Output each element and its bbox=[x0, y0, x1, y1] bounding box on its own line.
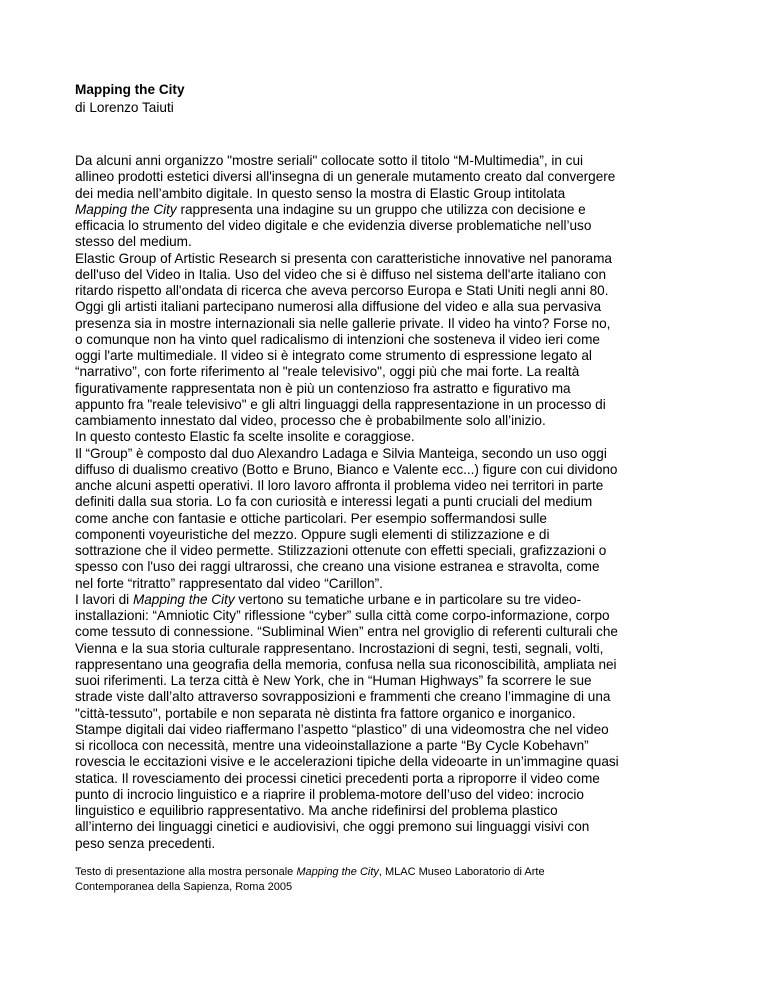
text-segment: strade viste dall’alto attraverso sovrapposizioni e frammenti che creano l’immagine di una bbox=[75, 689, 611, 705]
text-segment: statica. Il rovesciamento dei processi cinetici precedenti porta a riproporre il video come bbox=[75, 770, 600, 786]
body-line bbox=[75, 478, 715, 494]
text-segment: si ricolloca con necessità, mentre una videoinstallazione a parte “By Cycle Kobehavn” bbox=[75, 738, 589, 753]
document-author: di Lorenzo Taiuti bbox=[75, 100, 174, 115]
body-line bbox=[75, 316, 715, 332]
text-segment: definiti dalla sua storia. Lo fa con curiosità e interessi legati a punti cruciali del medium bbox=[75, 494, 593, 510]
text-segment: rappresentano una geografia della memoria, confusa nella sua riconoscibilità, ampliata nei bbox=[75, 656, 617, 672]
text-segment: rovescia le eccitazioni visive e le accelerazioni tipiche della videoarte in un’immagine quasi bbox=[75, 754, 619, 770]
italic-title-text: Mapping the City bbox=[132, 591, 235, 607]
text-segment: I lavori di bbox=[75, 591, 133, 607]
document-title: Mapping the City bbox=[75, 82, 185, 97]
body-line bbox=[75, 608, 715, 624]
text-segment: "città-tessuto", portabile e non separata nè distinta fra fattore organico e inorganico. bbox=[75, 705, 576, 721]
body-line bbox=[75, 787, 715, 803]
text-segment: dell'uso del Video in Italia. Uso del video che si è diffuso nel sistema dell'arte italiano con bbox=[75, 266, 606, 282]
text-segment: all’interno dei linguaggi cinetici e audiovisivi, che oggi premono sui linguaggi visivi con bbox=[75, 819, 590, 835]
text-segment: linguistico e equilibrio rappresentativo. Ma anche ridefinirsi del problema plastico bbox=[75, 803, 558, 818]
body-line bbox=[75, 299, 715, 315]
text-segment: suoi riferimenti. La terza città è New York, che in “Human Highways” fa scorrere le sue bbox=[75, 673, 592, 688]
body-line bbox=[75, 592, 715, 608]
body-line bbox=[75, 673, 715, 689]
body-line bbox=[75, 559, 715, 575]
text-segment: nel forte “ritratto” rappresentato dal video “Carillon”. bbox=[75, 575, 383, 591]
body-line bbox=[75, 722, 715, 738]
body-line bbox=[75, 543, 715, 559]
text-segment: come anche con fantasie e ottiche particolari. Per esempio soffermandosi sulle bbox=[75, 510, 547, 526]
body-line bbox=[75, 771, 715, 787]
body-line bbox=[75, 267, 715, 283]
body-line bbox=[75, 429, 715, 445]
body-line bbox=[75, 218, 715, 234]
text-segment: oggi l'arte multimediale. Il video si è integrato come strumento di espressione legato al bbox=[75, 348, 592, 363]
document-body bbox=[75, 153, 715, 852]
italic-title-text: Mapping the City bbox=[296, 865, 379, 878]
body-line bbox=[75, 413, 715, 429]
body-line bbox=[75, 754, 715, 770]
text-segment: figurativamente rappresentata non è più un contenzioso fra astratto e figurativo ma bbox=[75, 380, 571, 396]
text-segment: come tessuto di connessione. “Subliminal Wien” entra nel groviglio di referenti culturali che bbox=[75, 624, 618, 640]
text-segment: sottrazione che il video permette. Stilizzazioni ottenute con effetti speciali, grafizzazioni o bbox=[75, 543, 607, 558]
body-line bbox=[75, 169, 715, 185]
text-segment: peso senza precedenti. bbox=[75, 835, 216, 851]
text-segment: In questo contesto Elastic fa scelte insolite e coraggiose. bbox=[75, 429, 415, 445]
text-segment: diffuso di dualismo creativo (Botto e Bruno, Bianco e Valente ecc...) figure con cui dividono bbox=[75, 461, 618, 477]
body-line bbox=[75, 819, 715, 835]
text-segment: Elastic Group of Artistic Research si presenta con caratteristiche innovative nel panorama bbox=[75, 250, 612, 266]
footnote-line bbox=[75, 880, 715, 895]
text-segment: vertono su tematiche urbane e in particolare su tre video- bbox=[234, 591, 582, 607]
text-segment: dei media nell’ambito digitale. In questo senso la mostra di Elastic Group intitolata bbox=[75, 185, 566, 201]
body-line bbox=[75, 202, 715, 218]
body-line bbox=[75, 494, 715, 510]
body-line bbox=[75, 641, 715, 657]
body-line bbox=[75, 836, 715, 852]
text-segment: “narrativo”, con forte riferimento al "reale televisivo", oggi più che mai forte. La realtà bbox=[75, 364, 580, 380]
italic-title-text: Mapping the City bbox=[75, 201, 177, 217]
text-segment: Stampe digitali dai video riaffermano l’aspetto “plastico” di una videomostra che nel video bbox=[75, 721, 609, 737]
text-segment: Testo di presentazione alla mostra personale bbox=[75, 865, 297, 878]
body-line bbox=[75, 153, 715, 169]
text-segment: Vienna e la sua storia culturale rappresentano. Incrostazioni di segni, testi, segnali, volti, bbox=[75, 640, 604, 656]
text-segment: punto di incrocio linguistico e a riaprire il problema-motore dell’uso del video: incrocio bbox=[75, 786, 584, 802]
text-segment: componenti voyeuristiche del mezzo. Oppure sugli elementi di stilizzazione e di bbox=[75, 526, 550, 542]
body-line bbox=[75, 186, 715, 202]
body-line bbox=[75, 624, 715, 640]
document-footnote bbox=[75, 865, 715, 895]
text-segment: installazioni: “Amniotic City” riflessione “cyber” sulla città come corpo-informazione, corpo bbox=[75, 608, 610, 623]
text-segment: ritardo rispetto all'ondata di ricerca che aveva percorso Europa e Stati Uniti negli anni 80. bbox=[75, 283, 609, 298]
text-segment: efficacia lo strumento del video digitale e che evidenzia diverse problematiche nell’uso bbox=[75, 218, 592, 233]
text-segment: presenza sia in mostre internazionali sia nelle gallerie private. Il video ha vinto? Forse no, bbox=[75, 315, 611, 331]
footnote-line bbox=[75, 865, 715, 880]
text-segment: spesso con l'uso dei raggi ultrarossi, che creano una visione estranea e stravolta, come bbox=[75, 559, 600, 575]
text-segment: appunto fra "reale televisivo" e gli altri linguaggi della rappresentazione in un processo di bbox=[75, 396, 606, 412]
text-segment: allineo prodotti estetici diversi all'insegna di un generale mutamento creato dal convergere bbox=[75, 169, 616, 185]
body-line bbox=[75, 657, 715, 673]
body-line bbox=[75, 234, 715, 250]
text-segment: Il “Group” è composto dal duo Alexandro Ladaga e Silvia Manteiga, secondo un uso oggi bbox=[75, 445, 607, 461]
text-segment: Oggi gli artisti italiani partecipano numerosi alla diffusione del video e alla sua pervasiva bbox=[75, 299, 602, 315]
body-line bbox=[75, 689, 715, 705]
body-line bbox=[75, 348, 715, 364]
body-line bbox=[75, 576, 715, 592]
body-line bbox=[75, 738, 715, 754]
body-line bbox=[75, 462, 715, 478]
text-segment: o comunque non ha vinto quel radicalismo di intenzioni che sosteneva il video ieri come bbox=[75, 331, 600, 347]
text-segment: Contemporanea della Sapienza, Roma 2005 bbox=[75, 880, 293, 893]
text-segment: cambiamento innestato dal video, processo che è probabilmente solo all’inizio. bbox=[75, 413, 546, 428]
body-line bbox=[75, 446, 715, 462]
body-line bbox=[75, 803, 715, 819]
body-line bbox=[75, 527, 715, 543]
body-line bbox=[75, 397, 715, 413]
document-page bbox=[75, 81, 715, 895]
text-segment: Da alcuni anni organizzo "mostre seriali" collocate sotto il titolo “M-Multimedia”, in cui bbox=[75, 153, 583, 168]
text-segment: stesso del medium. bbox=[75, 234, 192, 250]
body-line bbox=[75, 332, 715, 348]
body-line bbox=[75, 381, 715, 397]
body-line bbox=[75, 283, 715, 299]
text-segment: anche alcuni aspetti operativi. Il loro lavoro affronta il problema video nei territori in parte bbox=[75, 478, 604, 493]
text-segment: rappresenta una indagine su un gruppo che utilizza con decisione e bbox=[176, 201, 586, 217]
body-line bbox=[75, 251, 715, 267]
body-line bbox=[75, 706, 715, 722]
body-line bbox=[75, 364, 715, 380]
text-segment: , MLAC Museo Laboratorio di Arte bbox=[378, 865, 545, 878]
body-line bbox=[75, 511, 715, 527]
